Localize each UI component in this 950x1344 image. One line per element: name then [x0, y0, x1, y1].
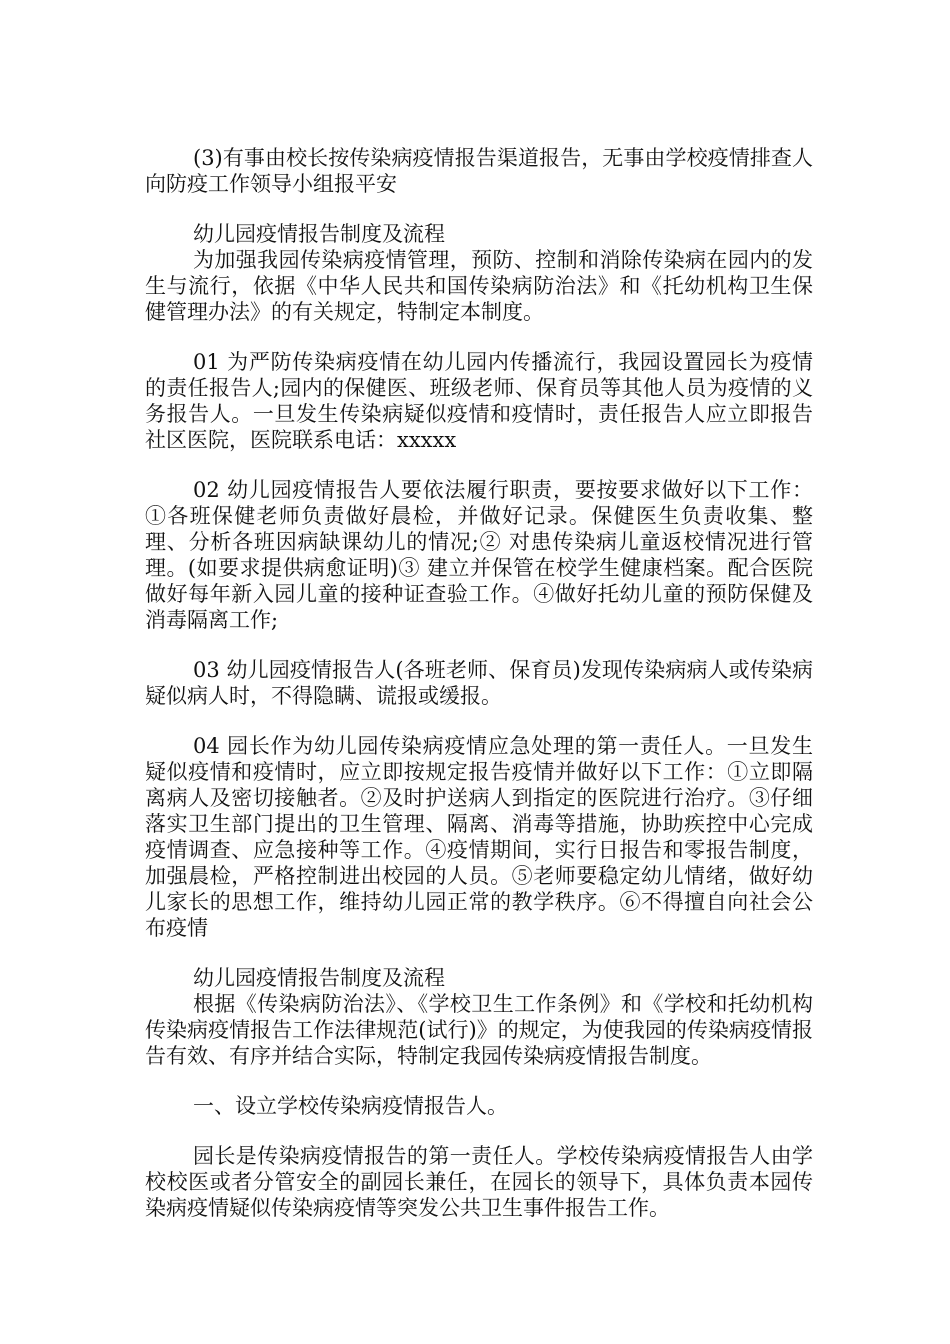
heading-reporter: 一、设立学校传染病疫情报告人。 — [193, 1094, 508, 1118]
paragraph-item-04: 04 园长作为幼儿园传染病疫情应急处理的第一责任人。一旦发生疑似疫情和疫情时，应立即按规定报告疫情并做好以下工作：①立即隔离病人及密切接触者。②及时护送病人到指定的医院进行治疗。③仔细落实卫生部门提出的卫生管理、隔离、消毒等措施，协助疾控中心完成疫情调查、应急接种等工作。④疫情期间，实行日报告和零报告制度，加强晨检，严格控制进出校园的人员。⑤老师要稳定幼儿情绪，做好幼儿家长的思想工作，维持幼儿园正常的教学秩序。⑥不得擅自向社会公布疫情 — [145, 734, 813, 940]
section-title-1: 幼儿园疫情报告制度及流程 — [193, 222, 445, 246]
paragraph-report-channel: (3)有事由校长按传染病疫情报告渠道报告，无事由学校疫情排查人向防疫工作领导小组报平安 — [145, 146, 813, 196]
document-page — [145, 145, 813, 1221]
paragraph-item-02: 02 幼儿园疫情报告人要依法履行职责，要按要求做好以下工作：①各班保健老师负责做好晨检，并做好记录。保健医生负责收集、整理、分析各班因病缺课幼儿的情况;② 对患传染病儿童返校情况进行管理。(如要求提供病愈证明)③ 建立并保管在校学生健康档案。配合医院做好每年新入园儿童的接种证查验工作。④做好托幼儿童的预防保健及消毒隔离工作; — [145, 478, 813, 632]
paragraph-item-03: 03 幼儿园疫情报告人(各班老师、保育员)发现传染病病人或传染病疑似病人时，不得隐瞒、谎报或缓报。 — [145, 658, 813, 708]
paragraph-basis: 根据《传染病防治法》、《学校卫生工作条例》和《学校和托幼机构传染病疫情报告工作法律规范(试行)》的规定，为使我园的传染病疫情报告有效、有序并结合实际，特制定我园传染病疫情报告制度。 — [145, 992, 813, 1068]
paragraph-item-01: 01 为严防传染病疫情在幼儿园内传播流行，我园设置园长为疫情的责任报告人;园内的保健医、班级老师、保育员等其他人员为疫情的义务报告人。一旦发生传染病疑似疫情和疫情时，责任报告人应立即报告社区医院，医院联系电话：xxxxx — [145, 350, 813, 452]
section-title-2: 幼儿园疫情报告制度及流程 — [193, 966, 445, 990]
paragraph-purpose: 为加强我园传染病疫情管理，预防、控制和消除传染病在园内的发生与流行，依据《中华人民共和国传染病防治法》和《托幼机构卫生保健管理办法》的有关规定，特制定本制度。 — [145, 248, 813, 324]
paragraph-reporter: 园长是传染病疫情报告的第一责任人。学校传染病疫情报告人由学校校医或者分管安全的副园长兼任，在园长的领导下，具体负责本园传染病疫情疑似传染病疫情等突发公共卫生事件报告工作。 — [145, 1144, 813, 1220]
